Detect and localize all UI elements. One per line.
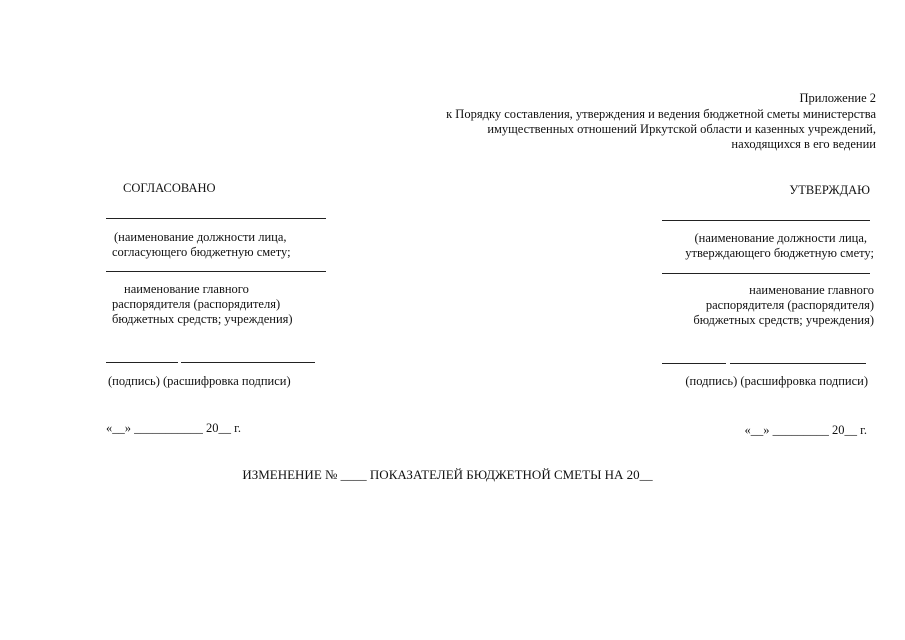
agreed-date-line: «__» ___________ 20__ г. [106,421,241,435]
agreed-org-line [106,271,326,272]
agreed-heading: СОГЛАСОВАНО [123,181,216,195]
approved-signature-caption: (подпись) (расшифровка подписи) [685,374,868,388]
approved-position-caption-line-1: (наименование должности лица, [694,231,867,245]
approved-signature-decoding-line [730,363,866,364]
agreed-position-signature-line [106,218,326,219]
approved-signature-line [662,363,726,364]
approved-org-line [662,273,870,274]
agreed-org-caption-line-2: распорядителя (распорядителя) [112,297,281,311]
appendix-title: Приложение 2 [799,91,876,105]
agreed-position-caption-line-2: согласующего бюджетную смету; [112,245,291,259]
appendix-text-line-3: находящихся в его ведении [731,137,876,151]
approved-org-caption-line-3: бюджетных средств; учреждения) [693,313,874,327]
approved-org-caption-line-1: наименование главного [749,283,874,297]
approved-position-signature-line [662,220,870,221]
appendix-text-line-2: имущественных отношений Иркутской области и казенных учреждений, [487,122,876,136]
approved-org-caption-line-2: распорядителя (распорядителя) [705,298,874,312]
agreed-org-caption-line-1: наименование главного [124,282,249,296]
agreed-signature-caption: (подпись) (расшифровка подписи) [108,374,291,388]
approved-position-caption-line-2: утверждающего бюджетную смету; [685,246,874,260]
document-title: ИЗМЕНЕНИЕ № ____ ПОКАЗАТЕЛЕЙ БЮДЖЕТНОЙ СМЕТЫ НА 20__ [242,467,653,482]
appendix-text-line-1: к Порядку составления, утверждения и ведения бюджетной сметы министерства [446,107,876,121]
agreed-org-caption-line-3: бюджетных средств; учреждения) [112,312,293,326]
approved-date-line: «__» _________ 20__ г. [744,423,867,437]
agreed-signature-decoding-line [181,362,315,363]
approved-heading: УТВЕРЖДАЮ [789,183,870,197]
agreed-position-caption-line-1: (наименование должности лица, [114,230,287,244]
agreed-signature-line [106,362,178,363]
